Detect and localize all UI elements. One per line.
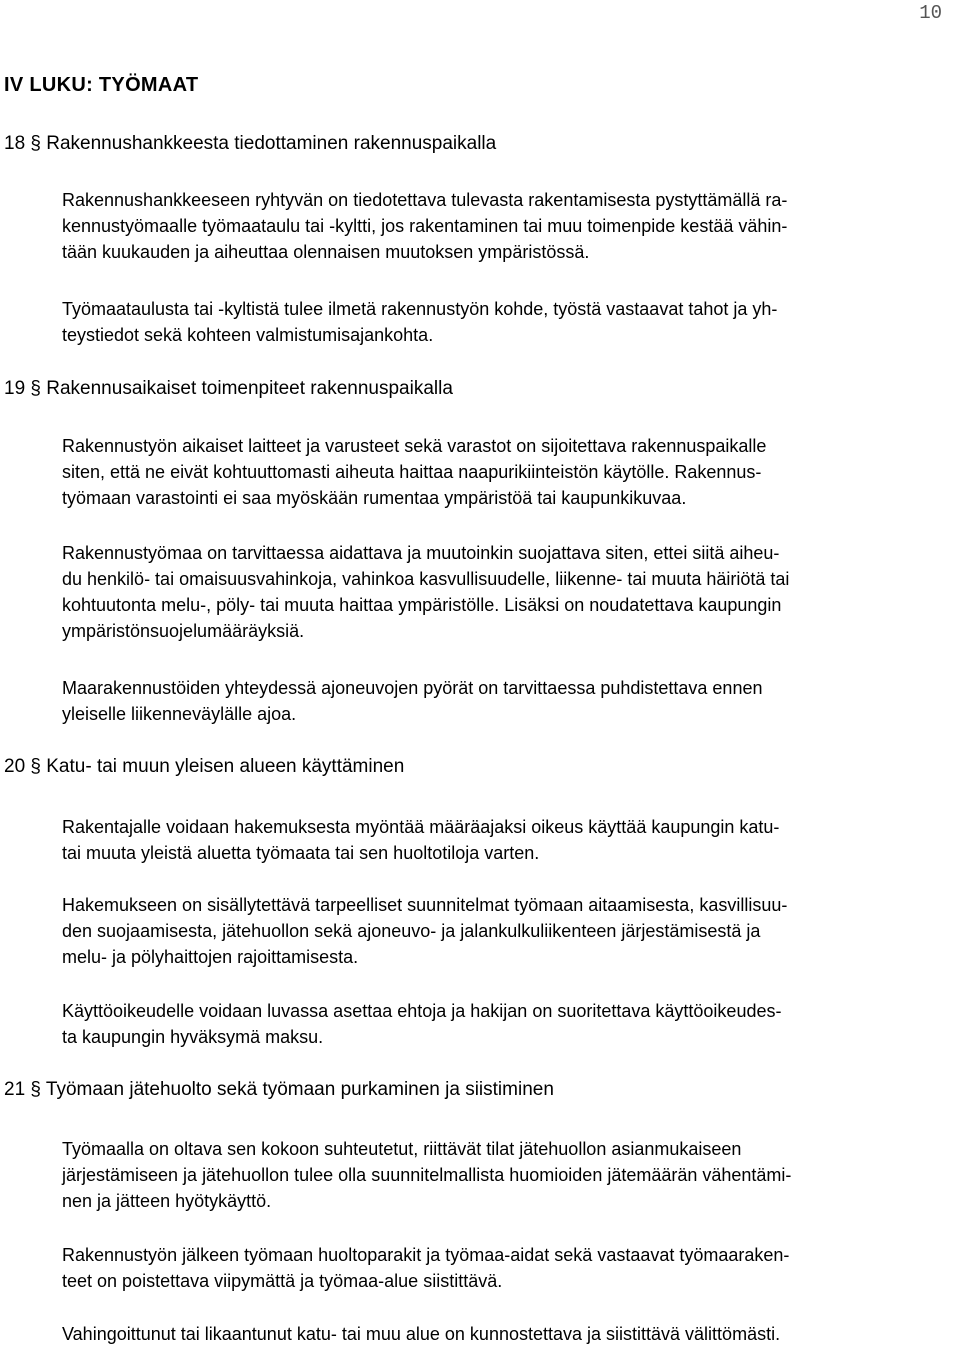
paragraph-line: Työmaataulusta tai -kyltistä tulee ilmetä rakennustyön kohde, työstä vastaavat tahot ja yh- <box>62 299 778 319</box>
section-heading-19: 19 § Rakennusaikaiset toimenpiteet rakennuspaikalla <box>4 378 453 399</box>
paragraph-line: Rakennushankkeeseen ryhtyvän on tiedotettava tulevasta rakentamisesta pystyttämällä ra- <box>62 190 788 210</box>
paragraph <box>62 296 950 348</box>
paragraph-line: järjestämiseen ja jätehuollon tulee olla suunnitelmallista huomioiden jätemäärän vähentämi- <box>62 1165 792 1185</box>
paragraph-line: Rakennustyön jälkeen työmaan huoltoparakit ja työmaa-aidat sekä vastaavat työmaaraken- <box>62 1245 790 1265</box>
paragraph <box>62 1242 950 1294</box>
chapter-title: IV LUKU: TYÖMAAT <box>4 74 199 96</box>
paragraph-line: ympäristönsuojelumääräyksiä. <box>62 621 305 641</box>
paragraph <box>62 892 950 970</box>
paragraph <box>62 433 950 511</box>
paragraph-line: kennustyömaalle työmaataulu tai -kyltti, jos rakentaminen tai muu toimenpide kestää vähin- <box>62 216 788 236</box>
paragraph-line: työmaan varastointi ei saa myöskään rumentaa ympäristöä tai kaupunkikuvaa. <box>62 488 687 508</box>
paragraph-line: Maarakennustöiden yhteydessä ajoneuvojen pyörät on tarvittaessa puhdistettava ennen <box>62 678 763 698</box>
paragraph <box>62 814 950 866</box>
paragraph <box>62 675 950 727</box>
paragraph-line: tään kuukauden ja aiheuttaa olennaisen muutoksen ympäristössä. <box>62 242 590 262</box>
section-heading-20: 20 § Katu- tai muun yleisen alueen käyttäminen <box>4 756 405 777</box>
section-heading-18: 18 § Rakennushankkeesta tiedottaminen rakennuspaikalla <box>4 133 497 154</box>
paragraph-line: Rakentajalle voidaan hakemuksesta myöntää määräajaksi oikeus käyttää kaupungin katu- <box>62 817 780 837</box>
paragraph-line: siten, että ne eivät kohtuuttomasti aiheuta haittaa naapurikiinteistön käytölle. Rakennus- <box>62 462 762 482</box>
paragraph-line: yleiselle liikenneväylälle ajoa. <box>62 704 297 724</box>
paragraph-line: nen ja jätteen hyötykäyttö. <box>62 1191 272 1211</box>
paragraph-line: ta kaupungin hyväksymä maksu. <box>62 1027 324 1047</box>
paragraph-line: teet on poistettava viipymättä ja työmaa-alue siistittävä. <box>62 1271 503 1291</box>
paragraph <box>62 540 950 644</box>
page-number: 10 <box>919 2 942 24</box>
paragraph-line: Rakennustyön aikaiset laitteet ja varusteet sekä varastot on sijoitettava rakennuspaikalle <box>62 436 767 456</box>
paragraph-line: Käyttöoikeudelle voidaan luvassa asettaa ehtoja ja hakijan on suoritettava käyttöoikeudes- <box>62 1001 782 1021</box>
paragraph <box>62 187 950 265</box>
paragraph-line: kohtuutonta melu-, pöly- tai muuta haittaa ympäristölle. Lisäksi on noudatettava kaupungin <box>62 595 782 615</box>
paragraph-line: Rakennustyömaa on tarvittaessa aidattava ja muutoinkin suojattava siten, ettei siitä aiheu- <box>62 543 780 563</box>
paragraph-line: den suojaamisesta, jätehuollon sekä ajoneuvo- ja jalankulkuliikenteen järjestämisestä ja <box>62 921 761 941</box>
paragraph-line: tai muuta yleistä aluetta työmaata tai sen huoltotiloja varten. <box>62 843 540 863</box>
paragraph-line: Työmaalla on oltava sen kokoon suhteutetut, riittävät tilat jätehuollon asianmukaiseen <box>62 1139 742 1159</box>
paragraph-line: Hakemukseen on sisällytettävä tarpeelliset suunnitelmat työmaan aitaamisesta, kasvillisuu- <box>62 895 788 915</box>
paragraph-line: Vahingoittunut tai likaantunut katu- tai muu alue on kunnostettava ja siistittävä välittömästi. <box>62 1324 781 1344</box>
section-heading-21: 21 § Työmaan jätehuolto sekä työmaan purkaminen ja siistiminen <box>4 1079 554 1100</box>
paragraph <box>62 1321 950 1347</box>
paragraph-line: melu- ja pölyhaittojen rajoittamisesta. <box>62 947 359 967</box>
paragraph <box>62 998 950 1050</box>
paragraph-line: teystiedot sekä kohteen valmistumisajankohta. <box>62 325 434 345</box>
paragraph-line: du henkilö- tai omaisuusvahinkoja, vahinkoa kasvullisuudelle, liikenne- tai muuta häiriötä tai <box>62 569 790 589</box>
paragraph <box>62 1136 950 1214</box>
